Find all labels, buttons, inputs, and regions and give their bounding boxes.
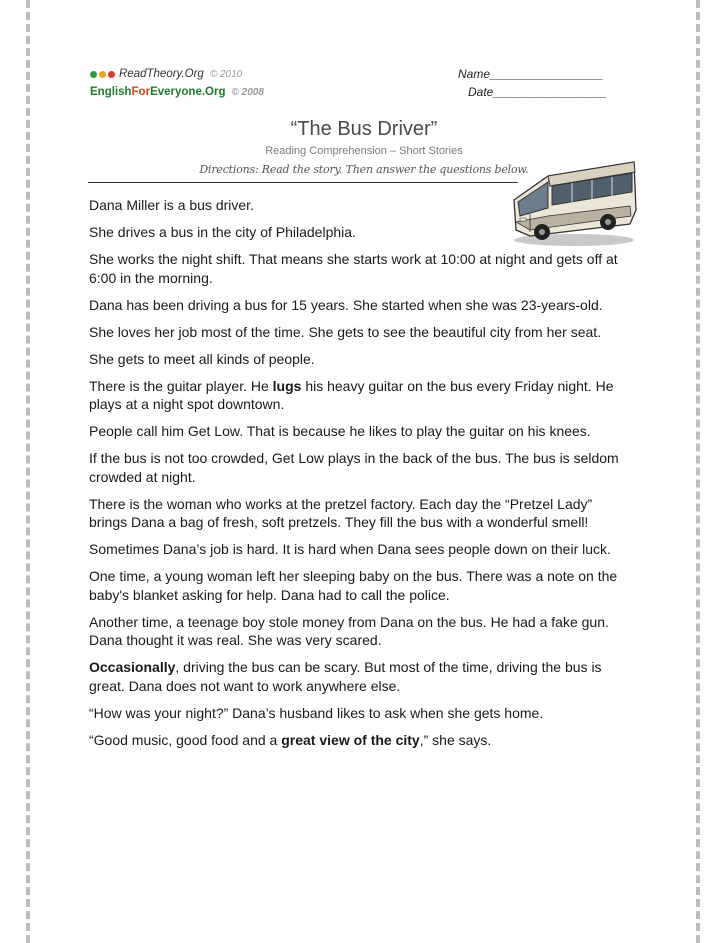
student-fields <box>458 66 607 100</box>
brand-theory-text: Theory.Org <box>146 68 204 80</box>
green-dot-icon <box>90 71 97 78</box>
story-paragraph <box>89 731 629 750</box>
story-paragraph: “How was your night?” Dana’s husband likes to ask when she gets home. <box>89 704 544 721</box>
date-field[interactable]: Date_________________ <box>468 85 607 99</box>
readtheory-name <box>119 68 204 80</box>
left-dashed-border <box>26 0 30 943</box>
story-paragraph: She loves her job most of the time. She gets to see the beautiful city from her seat. <box>89 323 602 340</box>
story-paragraph: She works the night shift. That means she starts work at 10:00 at night and gets off at 6:00 in the morning. <box>89 251 618 286</box>
directions-text: Directions: Read the story. Then answer the questions below. <box>199 163 529 176</box>
readtheory-brand[interactable] <box>90 66 264 82</box>
brand-everyone-text: Everyone.Org <box>150 86 226 98</box>
brand-read-text: Read <box>119 68 147 80</box>
story-paragraph <box>89 658 629 695</box>
story-paragraph: Another time, a teenage boy stole money from Dana on the bus. He had a fake gun. Dana thought it was real. She was very scared. <box>89 613 609 648</box>
story-paragraph: She gets to meet all kinds of people. <box>89 350 315 367</box>
paragraph-text-after: his heavy guitar on the bus every Friday night. He plays at a night spot downtown. <box>89 377 614 412</box>
story-paragraph <box>89 377 629 414</box>
story-paragraph: Dana has been driving a bus for 15 years. She started when she was 23-years-old. <box>89 296 603 313</box>
story-paragraph: Dana Miller is a bus driver. <box>89 197 254 213</box>
orange-dot-icon <box>99 71 106 78</box>
story-paragraph: People call him Get Low. That is because he likes to play the guitar on his knees. <box>89 423 591 439</box>
name-field[interactable]: Name_________________ <box>458 67 604 81</box>
brand-header <box>90 66 264 100</box>
paragraph-text-before: “Good music, good food and a <box>89 731 282 748</box>
brand-for-text: For <box>131 86 151 98</box>
readtheory-copyright: © 2010 <box>209 68 243 80</box>
story-paragraph: Sometimes Dana’s job is hard. It is hard when Dana sees people down on their luck. <box>89 541 611 557</box>
englishforeveryone-copyright: © 2008 <box>231 86 264 98</box>
vocabulary-word: lugs <box>272 377 302 394</box>
story-paragraph: There is the woman who works at the pretzel factory. Each day the “Pretzel Lady” brings Dana a bag of fresh, soft pretzels. They fill the bus with a wonderful smell! <box>89 495 593 530</box>
story-paragraph: One time, a young woman left her sleeping baby on the bus. There was a note on the baby's blanket asking for help. Dana had to call the police. <box>89 568 618 603</box>
story-paragraph: She drives a bus in the city of Philadelphia. <box>89 224 356 240</box>
paragraph-text-before: There is the guitar player. He <box>89 377 273 394</box>
paragraph-text-after: ,” she says. <box>419 731 492 748</box>
story-subtitle: Reading Comprehension – Short Stories <box>265 145 463 157</box>
header-rule <box>88 182 518 183</box>
right-dashed-border <box>696 0 700 943</box>
englishforeveryone-brand[interactable] <box>90 84 264 100</box>
paragraph-text-after: , driving the bus can be scary. But most of the time, driving the bus is great. Dana does not want to work anywhere else. <box>89 659 602 694</box>
brand-english-text: English <box>90 86 132 98</box>
story-title: “The Bus Driver” <box>290 118 438 140</box>
story-paragraph: If the bus is not too crowded, Get Low plays in the back of the bus. The bus is seldom crowded at night. <box>89 450 619 485</box>
red-dot-icon <box>108 71 115 78</box>
traffic-dots-icon <box>90 71 115 78</box>
story-body <box>89 196 629 758</box>
vocabulary-word: Occasionally <box>89 659 176 675</box>
vocabulary-word: great view of the city <box>281 731 420 748</box>
